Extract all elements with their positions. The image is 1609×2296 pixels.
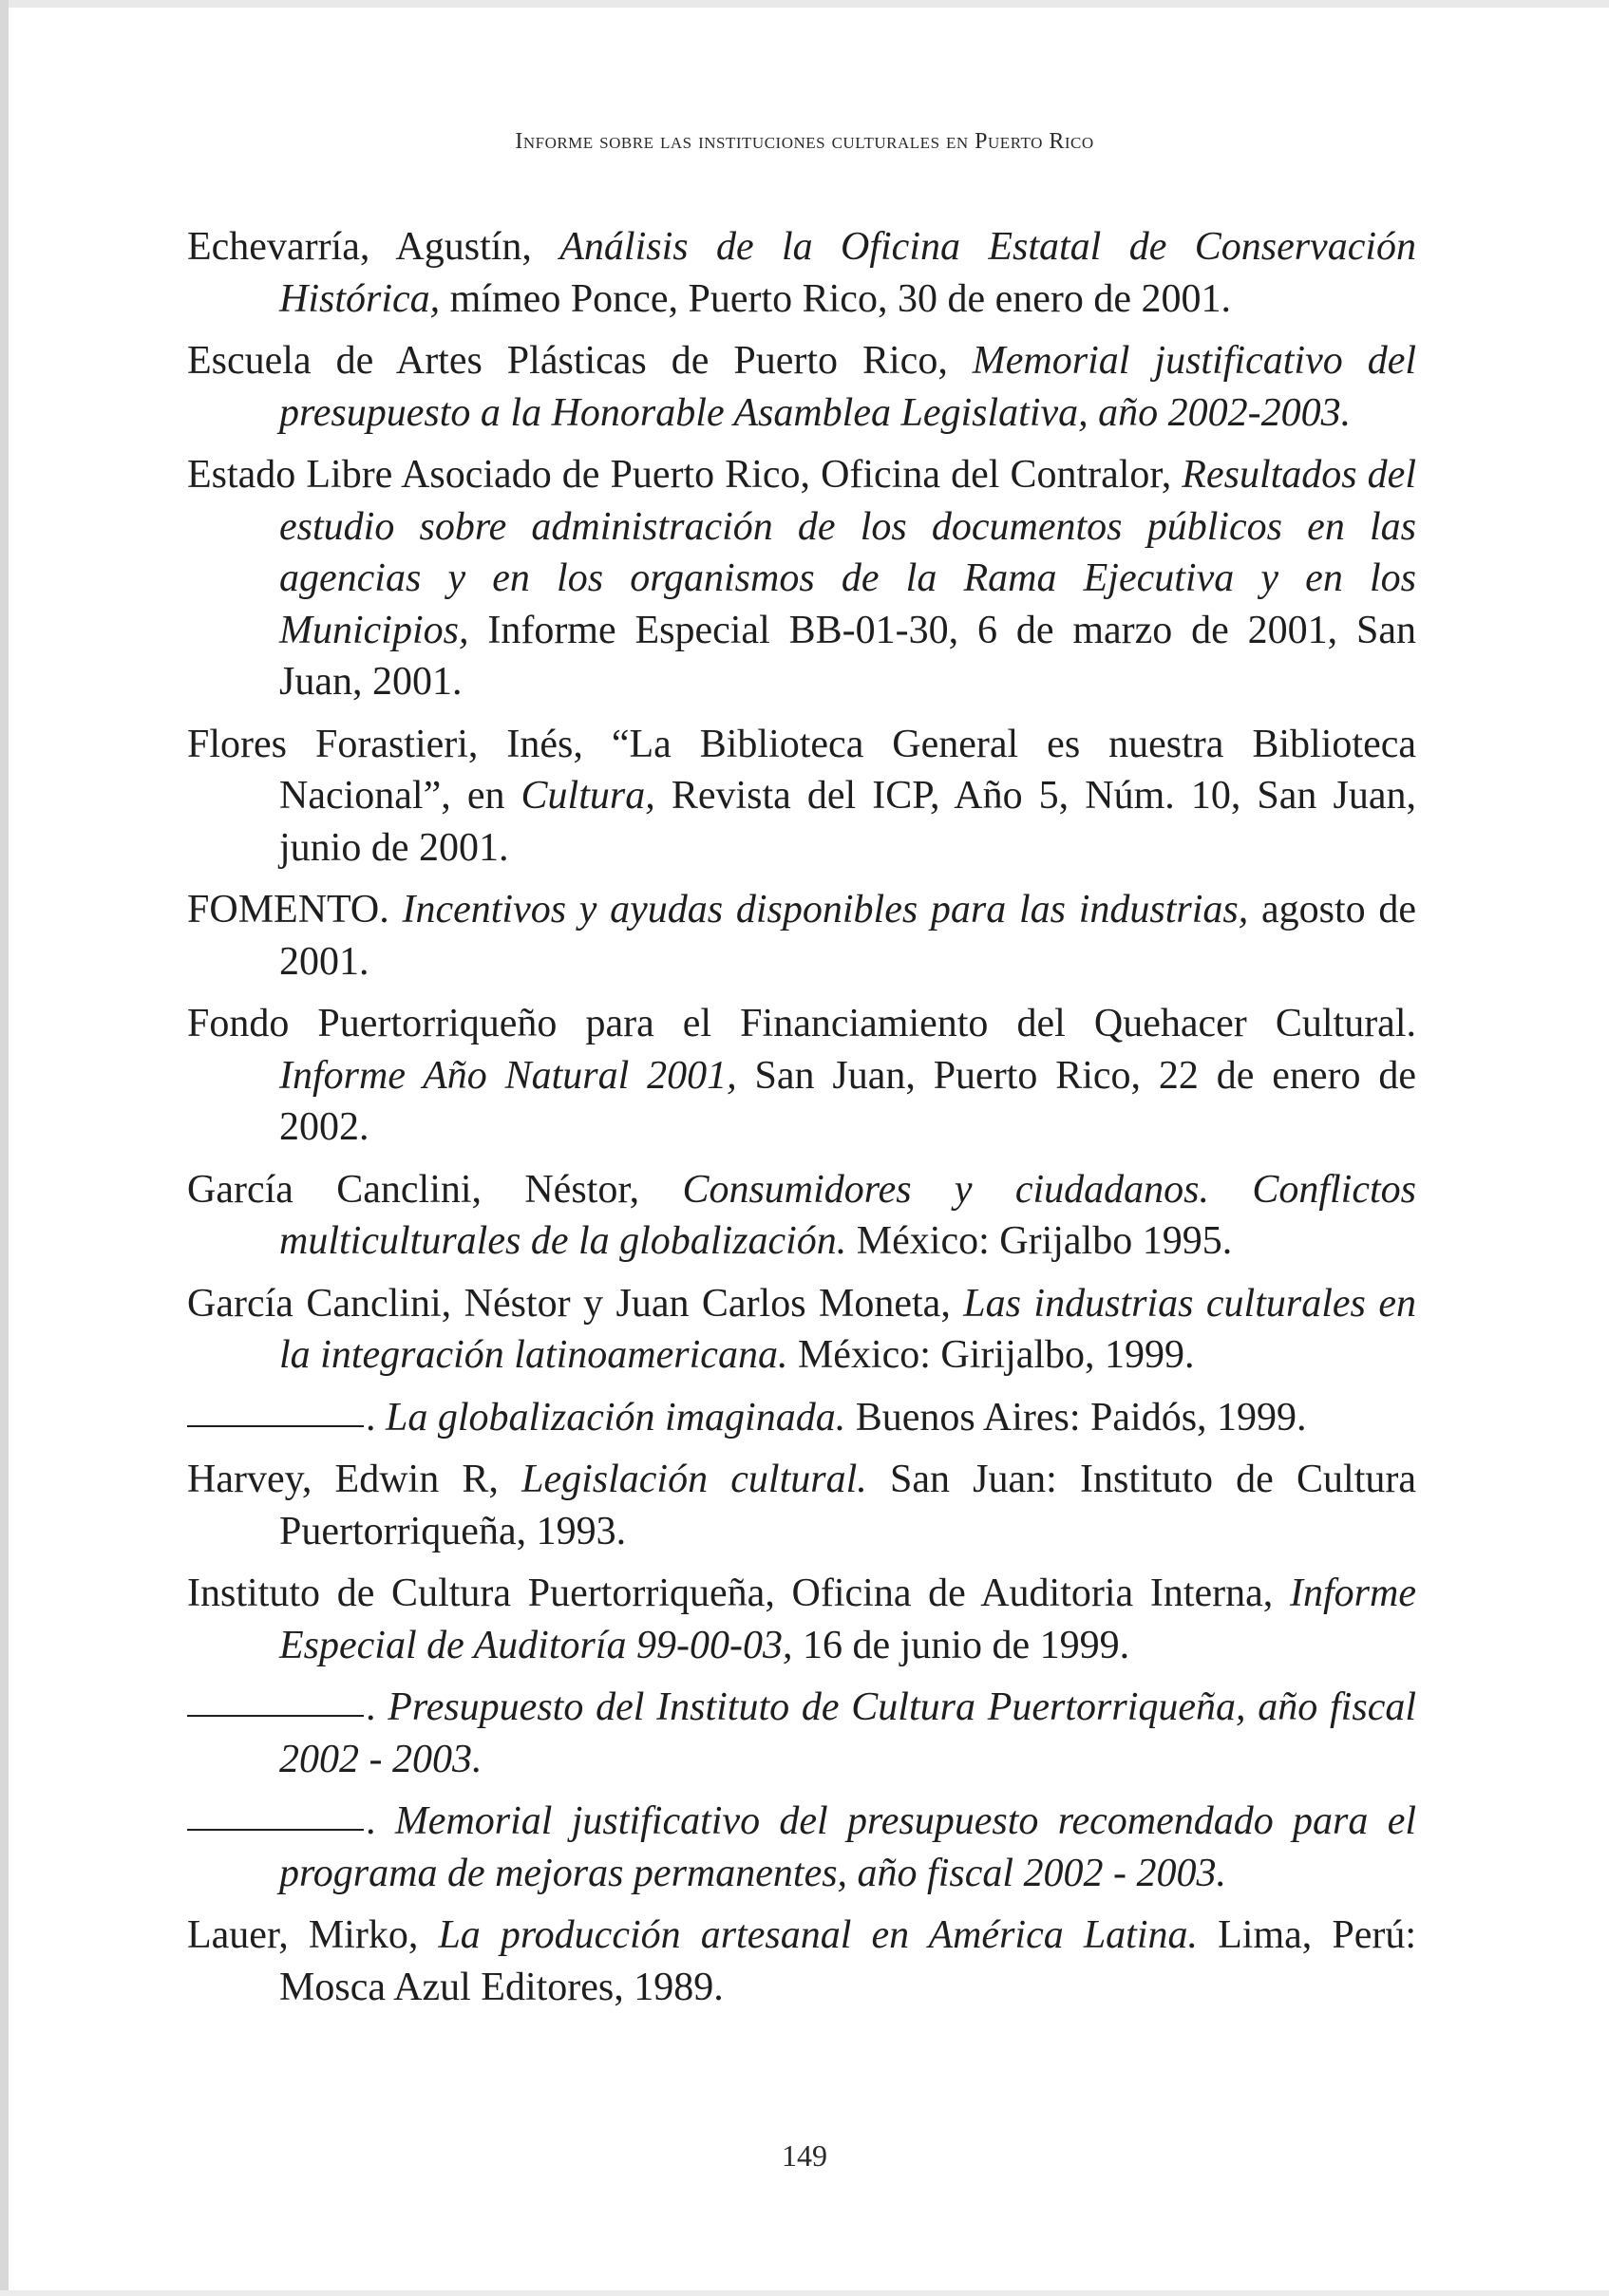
entry-title: Informe Año Natural 2001, bbox=[279, 1053, 737, 1098]
bibliography-entry bbox=[187, 1164, 1416, 1268]
bibliography-entry bbox=[187, 449, 1416, 708]
entry-title: Consumidores y ciudadanos. Conflictos multiculturales de la globalización. bbox=[279, 1167, 1416, 1263]
entry-author: Estado Libre Asociado de Puerto Rico, Oficina del Contralor, bbox=[187, 453, 1183, 497]
running-header: Informe sobre las instituciones culturales en Puerto Rico bbox=[515, 129, 1094, 154]
page-number: 149 bbox=[782, 2138, 827, 2173]
entry-title: La producción artesanal en América Latina. bbox=[438, 1913, 1199, 1957]
entry-details: México: Girijalbo, 1999. bbox=[787, 1333, 1195, 1377]
bibliography-entry bbox=[187, 1568, 1416, 1671]
entry-title: Memorial justificativo del presupuesto recomendado para el programa de mejoras permanentes, año fiscal 2002 - 2003. bbox=[279, 1799, 1417, 1895]
bibliography-entry bbox=[187, 998, 1416, 1154]
entry-details: San Juan, Puerto Rico, 22 de enero de 2002. bbox=[279, 1053, 1416, 1149]
entry-title: Cultura, bbox=[521, 774, 655, 818]
entry-author: . bbox=[366, 1395, 386, 1440]
entry-author: Harvey, Edwin R, bbox=[187, 1458, 522, 1501]
entry-title: Informe Especial de Auditoría 99-00-03, bbox=[279, 1571, 1416, 1667]
entry-title: Las industrias culturales en la integración latinoamericana. bbox=[279, 1281, 1416, 1377]
entry-details: San Juan: Instituto de Cultura Puertorriqueña, 1993. bbox=[279, 1458, 1416, 1553]
ditto-dash bbox=[187, 1715, 364, 1717]
entry-author: . bbox=[366, 1799, 395, 1843]
entry-author: Escuela de Artes Plásticas de Puerto Rico, bbox=[187, 339, 973, 383]
bibliography-entry bbox=[187, 1278, 1416, 1382]
entry-title: La globalización imaginada. bbox=[386, 1395, 846, 1440]
bibliography-entry bbox=[187, 884, 1416, 988]
entry-details: Informe Especial BB-01-30, 6 de marzo de 2001, San Juan, 2001. bbox=[279, 608, 1416, 704]
bibliography-entry bbox=[187, 221, 1416, 325]
entry-author: Flores Forastieri, Inés, “La Biblioteca General es nuestra Biblioteca Nacional”, en bbox=[187, 722, 1416, 818]
page-edge-left bbox=[0, 0, 9, 2296]
bibliography-entry-ditto bbox=[187, 1796, 1416, 1899]
entry-title: Memorial justificativo del presupuesto a la Honorable Asamblea Legislativa, año 2002-2003. bbox=[279, 339, 1417, 435]
entry-author: García Canclini, Néstor y Juan Carlos Moneta, bbox=[187, 1281, 964, 1326]
bibliography-entry bbox=[187, 719, 1416, 875]
entry-author: Fondo Puertorriqueño para el Financiamiento del Quehacer Cultural. bbox=[187, 1002, 1416, 1045]
entry-details: Buenos Aires: Paidós, 1999. bbox=[845, 1395, 1307, 1440]
entry-author: FOMENTO. bbox=[187, 888, 403, 932]
entry-details: agosto de 2001. bbox=[279, 888, 1417, 984]
bibliography-list bbox=[187, 221, 1416, 2023]
bibliography-entry bbox=[187, 1910, 1416, 2013]
entry-author: . bbox=[366, 1685, 388, 1729]
entry-title: Presupuesto del Instituto de Cultura Puertorriqueña, año fiscal 2002 - 2003. bbox=[279, 1685, 1417, 1781]
entry-author: García Canclini, Néstor, bbox=[187, 1167, 683, 1212]
bibliography-entry-ditto bbox=[187, 1682, 1416, 1785]
entry-details: mímeo Ponce, Puerto Rico, 30 de enero de 2001. bbox=[440, 276, 1231, 321]
entry-title: Incentivos y ayudas disponibles para las industrias, bbox=[402, 888, 1249, 932]
bibliography-entry bbox=[187, 1454, 1416, 1557]
entry-title: Resultados del estudio sobre administración de los documentos públicos en las agencias y en los organismos de la Rama Ejecutiva y en los Municipios, bbox=[279, 453, 1416, 652]
ditto-dash bbox=[187, 1829, 364, 1831]
bibliography-entry bbox=[187, 335, 1416, 439]
entry-title: Análisis de la Oficina Estatal de Conservación Histórica, bbox=[279, 225, 1417, 321]
entry-title: Legislación cultural. bbox=[521, 1458, 867, 1501]
entry-author: Echevarría, Agustín, bbox=[187, 225, 560, 269]
entry-details: Lima, Perú: Mosca Azul Editores, 1989. bbox=[279, 1913, 1417, 2009]
page-edge-top bbox=[0, 0, 1609, 8]
bibliography-entry-ditto bbox=[187, 1392, 1416, 1444]
ditto-dash bbox=[187, 1425, 364, 1427]
entry-author: Lauer, Mirko, bbox=[187, 1913, 439, 1957]
entry-author: Instituto de Cultura Puertorriqueña, Oficina de Auditoria Interna, bbox=[187, 1571, 1291, 1615]
page-edge-bottom bbox=[0, 2290, 1609, 2296]
entry-details: Revista del ICP, Año 5, Núm. 10, San Juan, junio de 2001. bbox=[279, 774, 1416, 870]
entry-details: 16 de junio de 1999. bbox=[792, 1623, 1130, 1667]
entry-details: México: Grijalbo 1995. bbox=[846, 1219, 1233, 1263]
